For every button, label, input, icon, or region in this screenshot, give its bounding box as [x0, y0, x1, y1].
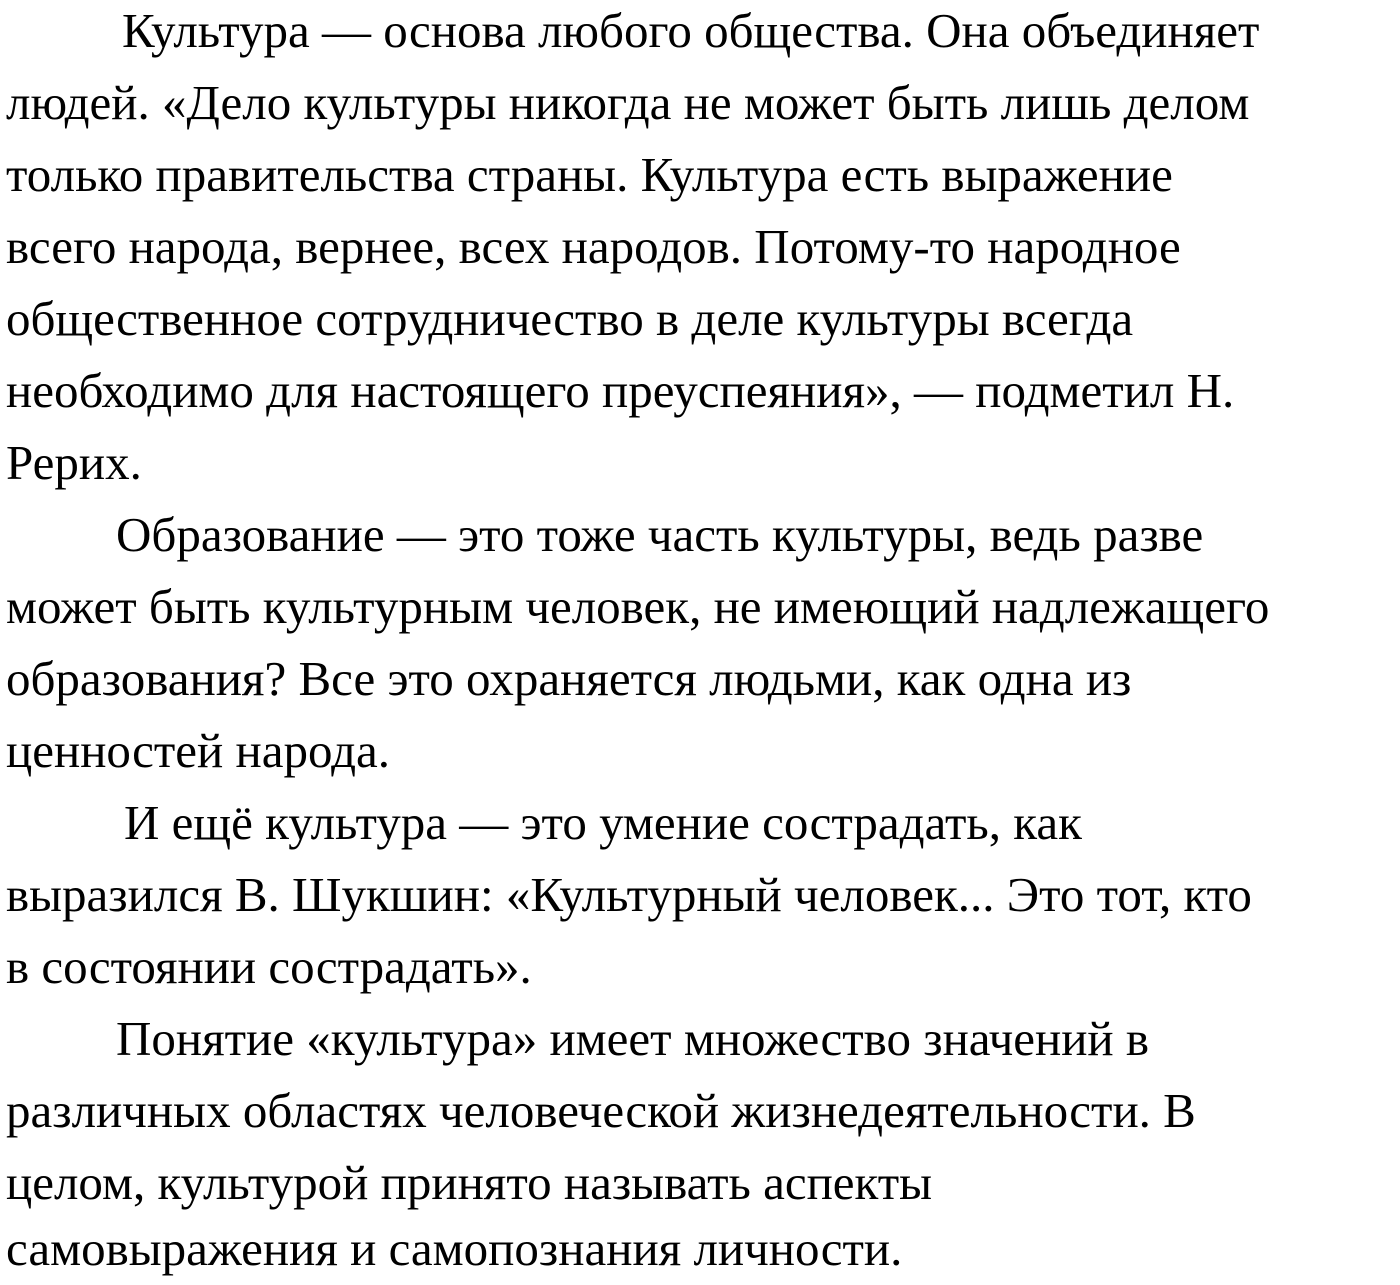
paragraph-4-line-1: Понятие «культура» имеет множество значений в	[116, 1011, 1150, 1066]
paragraph-2-line-4: ценностей народа.	[6, 723, 391, 778]
paragraph-4-line-2: различных областях человеческой жизнедеятельности. В	[6, 1083, 1196, 1138]
paragraph-3-line-3: в состоянии сострадать».	[6, 939, 532, 994]
paragraph-1-line-6: необходимо для настоящего преуспеяния», — подметил Н.	[6, 363, 1235, 418]
paragraph-4-line-4: самовыражения и самопознания личности.	[6, 1221, 903, 1276]
paragraph-1-line-7: Рерих.	[6, 435, 142, 490]
paragraph-2-line-1: Образование — это тоже часть культуры, ведь разве	[116, 507, 1204, 562]
paragraph-2-line-3: образования? Все это охраняется людьми, как одна из	[6, 651, 1132, 706]
paragraph-3-line-1: И ещё культура — это умение сострадать, как	[124, 795, 1082, 850]
paragraph-1-line-2: людей. «Дело культуры никогда не может быть лишь делом	[6, 75, 1250, 130]
paragraph-4-line-3: целом, культурой принято называть аспекты	[6, 1155, 933, 1210]
paragraph-3-line-2: выразился В. Шукшин: «Культурный человек... Это тот, кто	[6, 867, 1252, 922]
paragraph-1-line-1: Культура — основа любого общества. Она объединяет	[122, 3, 1260, 58]
paragraph-2-line-2: может быть культурным человек, не имеющий надлежащего	[6, 579, 1270, 634]
paragraph-1-line-3: только правительства страны. Культура есть выражение	[6, 147, 1173, 202]
paragraph-1-line-5: общественное сотрудничество в деле культуры всегда	[6, 291, 1134, 346]
paragraph-1-line-4: всего народа, вернее, всех народов. Потому-то народное	[6, 219, 1181, 274]
